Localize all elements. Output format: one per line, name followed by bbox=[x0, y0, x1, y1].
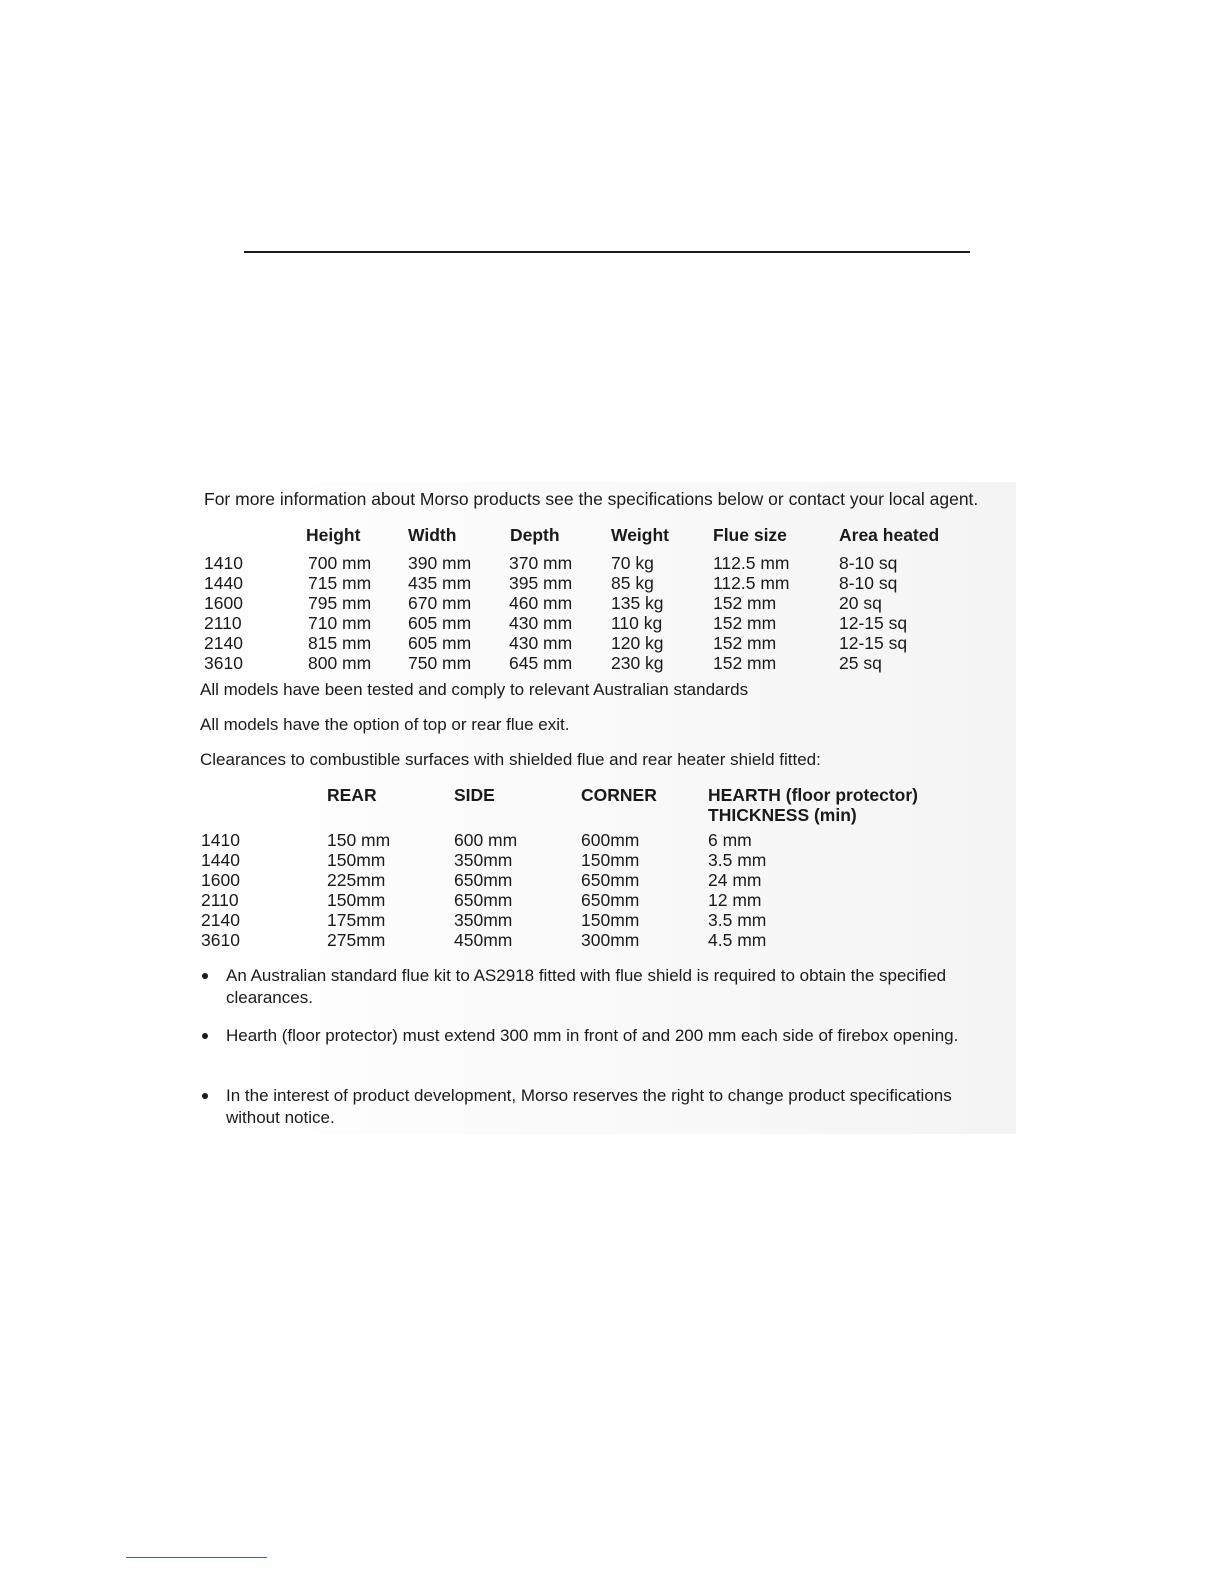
corner-value: 150mm bbox=[581, 850, 640, 870]
rear-value: 175mm bbox=[327, 910, 386, 930]
header-hearth: HEARTH (floor protector) bbox=[708, 785, 918, 805]
model-number: 2110 bbox=[201, 890, 239, 910]
header-depth: Depth bbox=[510, 525, 560, 545]
height-value: 795 mm bbox=[308, 593, 372, 613]
header-height: Height bbox=[306, 525, 361, 545]
corner-value: 600mm bbox=[581, 830, 640, 850]
hearth-value: 4.5 mm bbox=[708, 930, 767, 950]
header-thickness: THICKNESS (min) bbox=[708, 805, 857, 825]
bullet-text: In the interest of product development, Morso reserves the right to change product specifications without notice. bbox=[226, 1086, 952, 1127]
side-value: 350mm bbox=[454, 850, 513, 870]
flue-size-value: 112.5 mm bbox=[713, 573, 790, 593]
bullet-icon bbox=[202, 1033, 208, 1039]
weight-value: 135 kg bbox=[611, 593, 664, 613]
standards-note: All models have been tested and comply to relevant Australian standards bbox=[200, 680, 749, 699]
height-value: 710 mm bbox=[308, 613, 372, 633]
side-value: 650mm bbox=[454, 870, 513, 890]
header-flue-size: Flue size bbox=[713, 525, 787, 545]
rear-value: 225mm bbox=[327, 870, 386, 890]
weight-value: 85 kg bbox=[611, 573, 654, 593]
model-number: 1410 bbox=[201, 830, 240, 850]
height-value: 800 mm bbox=[308, 653, 372, 673]
area-heated-value: 25 sq bbox=[839, 653, 882, 673]
corner-value: 300mm bbox=[581, 930, 640, 950]
corner-value: 650mm bbox=[581, 870, 640, 890]
bullet-icon bbox=[202, 973, 208, 979]
model-number: 2140 bbox=[201, 910, 240, 930]
corner-value: 150mm bbox=[581, 910, 640, 930]
clearances-intro: Clearances to combustible surfaces with shielded flue and rear heater shield fitted: bbox=[200, 750, 821, 769]
bullet-text: An Australian standard flue kit to AS2918 fitted with flue shield is required to obtain the specified clearances. bbox=[226, 966, 947, 1007]
depth-value: 395 mm bbox=[509, 573, 573, 593]
area-heated-value: 12-15 sq bbox=[839, 633, 908, 653]
side-value: 600 mm bbox=[454, 830, 518, 850]
bullet-icon bbox=[202, 1093, 208, 1099]
height-value: 700 mm bbox=[308, 553, 372, 573]
rear-value: 150 mm bbox=[327, 830, 391, 850]
model-number: 2110 bbox=[204, 613, 242, 633]
width-value: 605 mm bbox=[408, 613, 472, 633]
width-value: 750 mm bbox=[408, 653, 472, 673]
hearth-value: 6 mm bbox=[708, 830, 752, 850]
depth-value: 430 mm bbox=[509, 613, 573, 633]
area-heated-value: 8-10 sq bbox=[839, 573, 898, 593]
header-weight: Weight bbox=[611, 525, 670, 545]
flue-size-value: 152 mm bbox=[713, 653, 777, 673]
header-width: Width bbox=[408, 525, 457, 545]
spec-sheet bbox=[196, 482, 1016, 1134]
rear-value: 275mm bbox=[327, 930, 386, 950]
weight-value: 230 kg bbox=[611, 653, 664, 673]
hearth-value: 24 mm bbox=[708, 870, 762, 890]
model-number: 1600 bbox=[201, 870, 240, 890]
footnote-separator bbox=[126, 1557, 267, 1558]
depth-value: 645 mm bbox=[509, 653, 573, 673]
header-area-heated: Area heated bbox=[839, 525, 940, 545]
height-value: 715 mm bbox=[308, 573, 372, 593]
corner-value: 650mm bbox=[581, 890, 640, 910]
hearth-value: 12 mm bbox=[708, 890, 762, 910]
flue-exit-note: All models have the option of top or rear flue exit. bbox=[200, 715, 570, 734]
header-rear: REAR bbox=[327, 785, 377, 805]
width-value: 670 mm bbox=[408, 593, 472, 613]
flue-size-value: 152 mm bbox=[713, 593, 777, 613]
width-value: 605 mm bbox=[408, 633, 472, 653]
weight-value: 110 kg bbox=[611, 613, 663, 633]
depth-value: 370 mm bbox=[509, 553, 573, 573]
weight-value: 70 kg bbox=[611, 553, 654, 573]
flue-size-value: 152 mm bbox=[713, 633, 777, 653]
bullet-text: Hearth (floor protector) must extend 300 mm in front of and 200 mm each side of firebox opening. bbox=[226, 1026, 959, 1045]
width-value: 390 mm bbox=[408, 553, 472, 573]
side-value: 650mm bbox=[454, 890, 513, 910]
intro-text: For more information about Morso products see the specifications below or contact your local agent. bbox=[204, 489, 979, 509]
depth-value: 460 mm bbox=[509, 593, 573, 613]
area-heated-value: 20 sq bbox=[839, 593, 882, 613]
flue-size-value: 112.5 mm bbox=[713, 553, 790, 573]
side-value: 450mm bbox=[454, 930, 513, 950]
width-value: 435 mm bbox=[408, 573, 472, 593]
model-number: 1440 bbox=[204, 573, 243, 593]
depth-value: 430 mm bbox=[509, 633, 573, 653]
model-number: 1600 bbox=[204, 593, 243, 613]
rear-value: 150mm bbox=[327, 890, 386, 910]
model-number: 3610 bbox=[201, 930, 240, 950]
top-horizontal-rule bbox=[244, 251, 970, 253]
model-number: 1440 bbox=[201, 850, 240, 870]
model-number: 3610 bbox=[204, 653, 243, 673]
header-side: SIDE bbox=[454, 785, 495, 805]
hearth-value: 3.5 mm bbox=[708, 910, 767, 930]
area-heated-value: 12-15 sq bbox=[839, 613, 908, 633]
rear-value: 150mm bbox=[327, 850, 386, 870]
area-heated-value: 8-10 sq bbox=[839, 553, 898, 573]
model-number: 2140 bbox=[204, 633, 243, 653]
height-value: 815 mm bbox=[308, 633, 372, 653]
flue-size-value: 152 mm bbox=[713, 613, 777, 633]
model-number: 1410 bbox=[204, 553, 243, 573]
hearth-value: 3.5 mm bbox=[708, 850, 767, 870]
side-value: 350mm bbox=[454, 910, 513, 930]
header-corner: CORNER bbox=[581, 785, 657, 805]
weight-value: 120 kg bbox=[611, 633, 664, 653]
